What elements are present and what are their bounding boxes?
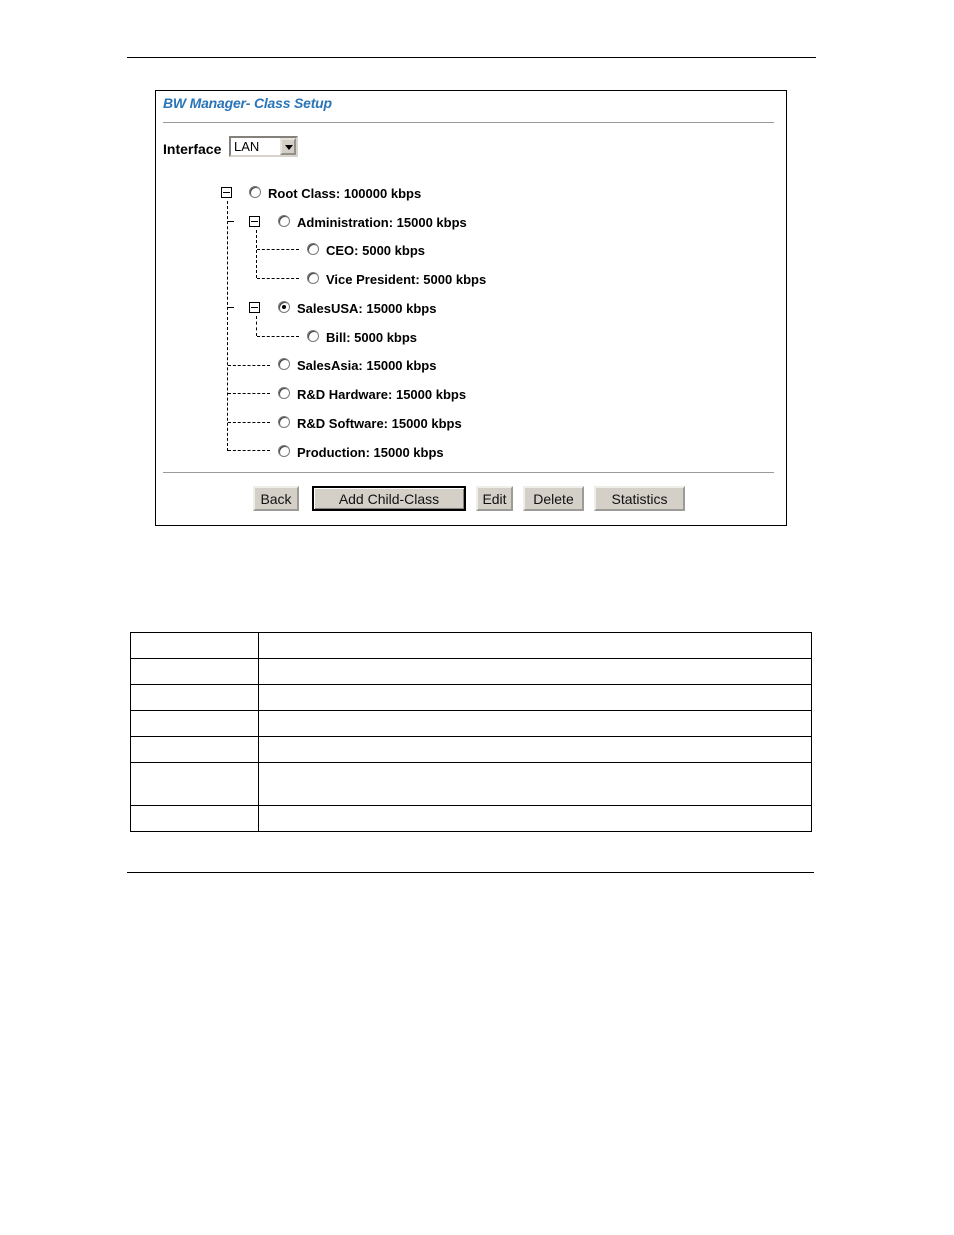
tree-branch-line bbox=[228, 450, 270, 451]
class-node-label: R&D Software: 15000 kbps bbox=[297, 416, 462, 431]
back-button[interactable]: Back bbox=[253, 486, 299, 511]
add-child-class-button[interactable]: Add Child-Class bbox=[312, 486, 466, 511]
collapse-administration-icon[interactable] bbox=[249, 216, 260, 227]
class-radio[interactable] bbox=[307, 330, 319, 342]
class-radio[interactable] bbox=[278, 387, 290, 399]
tree-branch-line bbox=[228, 307, 234, 308]
class-node-label: Administration: 15000 kbps bbox=[297, 215, 467, 230]
table-row bbox=[131, 633, 812, 659]
chevron-down-icon[interactable] bbox=[280, 138, 296, 155]
class-radio[interactable] bbox=[278, 358, 290, 370]
class-radio[interactable] bbox=[307, 243, 319, 255]
field-description-table bbox=[130, 632, 812, 832]
collapse-salesusa-icon[interactable] bbox=[249, 302, 260, 313]
table-cell bbox=[131, 806, 259, 832]
class-radio[interactable] bbox=[278, 416, 290, 428]
edit-button[interactable]: Edit bbox=[476, 486, 513, 511]
title-divider bbox=[163, 122, 774, 124]
salesusa-branch-line bbox=[256, 316, 257, 336]
class-radio[interactable] bbox=[278, 215, 290, 227]
panel-title: BW Manager- Class Setup bbox=[163, 95, 332, 111]
tree-branch-line bbox=[228, 365, 270, 366]
class-node-label: R&D Hardware: 15000 kbps bbox=[297, 387, 467, 402]
tree-branch-line bbox=[228, 393, 270, 394]
table-row bbox=[131, 806, 812, 832]
button-divider bbox=[163, 472, 774, 474]
class-node-label: SalesAsia: 15000 kbps bbox=[297, 358, 437, 373]
table-row bbox=[131, 763, 812, 806]
table-cell bbox=[259, 806, 812, 832]
table-cell bbox=[259, 633, 812, 659]
table-cell bbox=[131, 659, 259, 685]
delete-button[interactable]: Delete bbox=[523, 486, 584, 511]
class-radio[interactable] bbox=[249, 186, 261, 198]
table-cell bbox=[259, 711, 812, 737]
class-node-label: SalesUSA: 15000 kbps bbox=[297, 301, 437, 316]
class-radio[interactable] bbox=[307, 272, 319, 284]
interface-label: Interface bbox=[163, 141, 222, 157]
table-cell bbox=[259, 737, 812, 763]
class-radio[interactable] bbox=[278, 301, 290, 313]
table-cell bbox=[259, 659, 812, 685]
page-footer-rule bbox=[127, 872, 814, 873]
class-radio[interactable] bbox=[278, 445, 290, 457]
table-row bbox=[131, 711, 812, 737]
table-row bbox=[131, 685, 812, 711]
class-setup-panel bbox=[155, 90, 787, 526]
tree-branch-line bbox=[257, 336, 299, 337]
table-row bbox=[131, 659, 812, 685]
table-cell bbox=[259, 685, 812, 711]
statistics-button[interactable]: Statistics bbox=[594, 486, 685, 511]
table-cell bbox=[259, 763, 812, 806]
tree-branch-line bbox=[228, 221, 234, 222]
class-node-label: CEO: 5000 kbps bbox=[326, 243, 425, 258]
class-node-label: Bill: 5000 kbps bbox=[326, 330, 418, 345]
tree-branch-line bbox=[228, 422, 270, 423]
tree-branch-line bbox=[257, 278, 299, 279]
table-cell bbox=[131, 711, 259, 737]
table-row bbox=[131, 737, 812, 763]
page-header-rule bbox=[127, 57, 816, 58]
interface-select[interactable] bbox=[229, 136, 298, 157]
table-cell bbox=[131, 633, 259, 659]
table-cell bbox=[131, 763, 259, 806]
class-node-label: Root Class: 100000 kbps bbox=[268, 186, 422, 201]
interface-select-value: LAN bbox=[234, 139, 260, 154]
tree-branch-line bbox=[257, 249, 299, 250]
collapse-root-icon[interactable] bbox=[221, 187, 232, 198]
class-node-label: Production: 15000 kbps bbox=[297, 445, 444, 460]
tree-trunk-line bbox=[227, 201, 228, 451]
admin-branch-line bbox=[256, 230, 257, 278]
table-cell bbox=[131, 685, 259, 711]
class-node-label: Vice President: 5000 kbps bbox=[326, 272, 487, 287]
table-cell bbox=[131, 737, 259, 763]
